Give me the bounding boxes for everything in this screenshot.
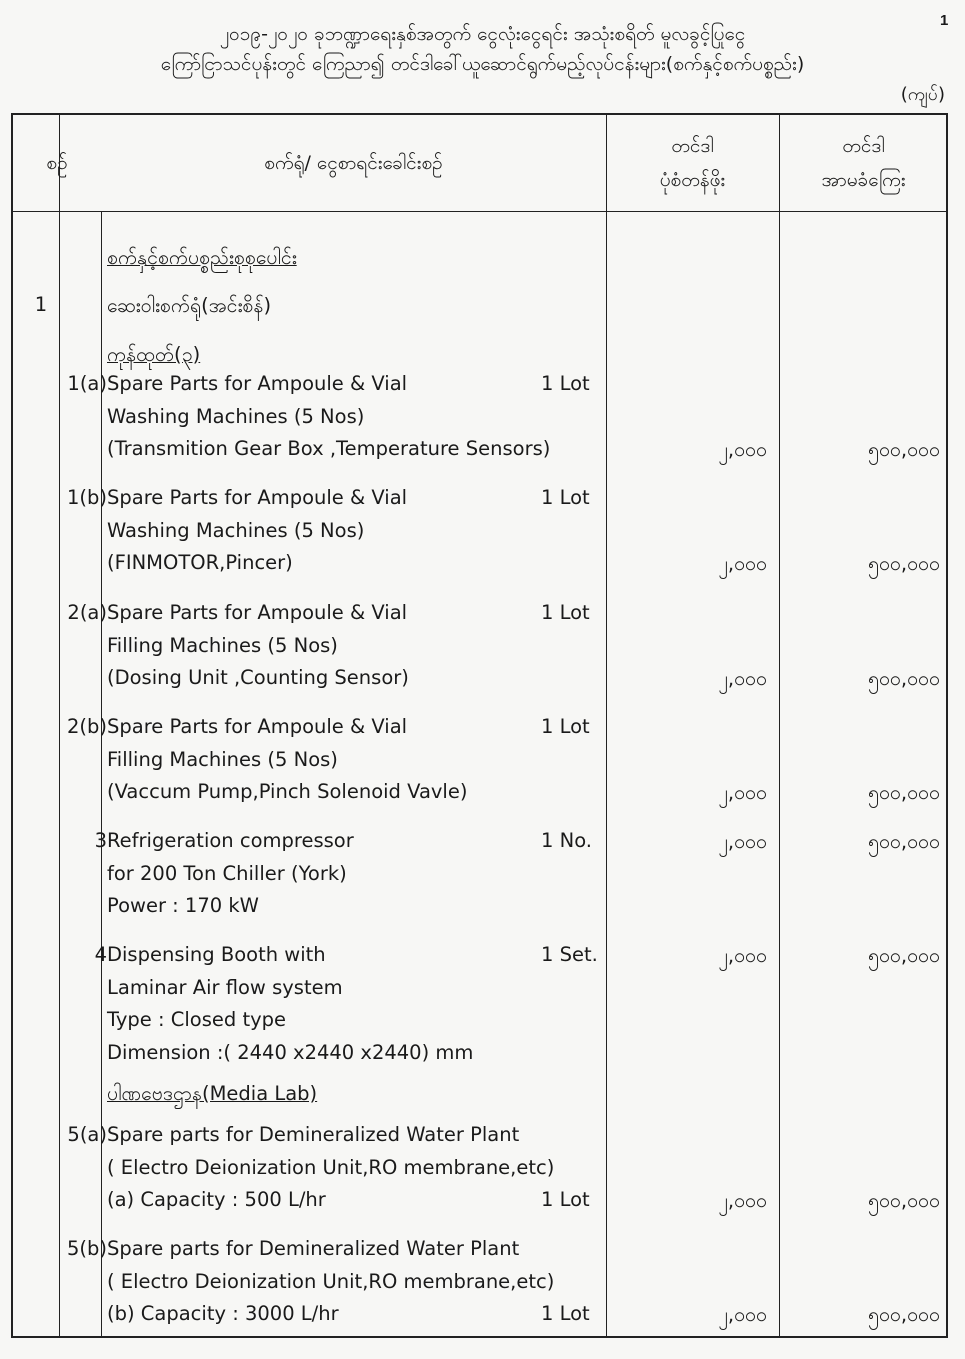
item-description-line: Spare parts for Demineralized Water Plant (107, 1237, 520, 1260)
item-tender-cost: ၂,၀၀၀ (718, 438, 767, 462)
item-description-line: Dimension :( 2440 x2440 x2440) mm (107, 1040, 474, 1064)
item-tender-cost: ၂,၀၀၀ (718, 1189, 767, 1213)
header-description: စက်ရုံ/ ငွေစာရင်းခေါင်းစဉ် (264, 152, 443, 174)
item-description-line: Power : 170 kW (107, 894, 259, 918)
item-description-line: Spare parts for Demineralized Water Plant (107, 1123, 520, 1146)
item-guarantee-amount: ၅၀၀,၀၀၀ (867, 1303, 940, 1327)
item-number: 1(b) (67, 486, 107, 509)
item-description-line: Spare Parts for Ampoule & Vial (107, 601, 408, 624)
item-description-line: Filling Machines (5 Nos) (107, 633, 338, 657)
title-line-1: ၂၀၁၉-၂၀၂၀ ခုဘဏ္ဍာရေးနှစ်အတွက် ငွေလုံးငွေရင်း အသုံးစရိတ် မူလခွင့်ပြုငွေ (219, 23, 746, 45)
item-number: 2(a) (67, 601, 107, 624)
item-description-line: Washing Machines (5 Nos) (107, 518, 365, 542)
item-description-line: for 200 Ton Chiller (York) (107, 861, 347, 885)
tender-table (11, 113, 948, 1338)
item-description-line: Refrigeration compressor (107, 829, 354, 852)
item-quantity: 1 Set. (541, 943, 598, 966)
group-heading: ပါဏဗေဒဌာန(Media Lab) (107, 1082, 318, 1105)
item-number: 2(b) (67, 715, 107, 738)
item-guarantee-amount: ၅၀၀,၀၀၀ (867, 830, 940, 853)
item-guarantee-amount: ၅၀၀,၀၀၀ (867, 781, 940, 805)
item-quantity: 1 Lot (541, 372, 590, 395)
currency-unit: (ကျပ်) (900, 84, 945, 105)
item-description-line: Spare Parts for Ampoule & Vial (107, 486, 408, 509)
item-number: 5(b) (67, 1237, 107, 1260)
item-quantity: 1 Lot (541, 601, 590, 624)
item-description-line: (a) Capacity : 500 L/hr (107, 1188, 326, 1212)
item-description-line: Dispensing Booth with (107, 943, 326, 966)
item-tender-cost: ၂,၀၀၀ (718, 667, 767, 691)
item-description-line: Filling Machines (5 Nos) (107, 747, 338, 771)
item-quantity: 1 Lot (541, 486, 590, 509)
item-description-line: ( Electro Deionization Unit,RO membrane,etc) (107, 1155, 555, 1179)
item-quantity: 1 Lot (541, 1302, 590, 1326)
header-guarantee: တင်ဒါ အာမခံကြေး (821, 135, 906, 191)
section-number: 1 (34, 293, 48, 316)
item-quantity: 1 Lot (541, 1188, 590, 1212)
header-tender-cost: တင်ဒါ ပုံစံတန်ဖိုး (659, 135, 726, 191)
item-description-line: Type : Closed type (107, 1008, 287, 1032)
item-guarantee-amount: ၅၀၀,၀၀၀ (867, 944, 940, 967)
item-description-line: Spare Parts for Ampoule & Vial (107, 715, 408, 738)
item-number: 1(a) (67, 372, 107, 395)
item-tender-cost: ၂,၀၀၀ (718, 552, 767, 576)
factory-name: ဆေးဝါးစက်ရုံ(အင်းစိန်) (107, 294, 272, 317)
col-divider (606, 115, 607, 1336)
group-heading: ကုန်ထုတ်(၃) (107, 343, 201, 366)
item-description-line: Spare Parts for Ampoule & Vial (107, 372, 408, 395)
item-guarantee-amount: ၅၀၀,၀၀၀ (867, 438, 940, 462)
item-number: 5(a) (67, 1123, 107, 1146)
item-tender-cost: ၂,၀၀၀ (718, 944, 767, 967)
item-guarantee-amount: ၅၀၀,၀၀၀ (867, 667, 940, 691)
item-description-line: Laminar Air flow system (107, 975, 343, 999)
item-guarantee-amount: ၅၀၀,၀၀၀ (867, 552, 940, 576)
page-number: 1 (940, 12, 949, 29)
item-description-line: Washing Machines (5 Nos) (107, 404, 365, 428)
item-quantity: 1 No. (541, 829, 592, 852)
item-description-line: (Vaccum Pump,Pinch Solenoid Vavle) (107, 780, 468, 804)
item-tender-cost: ၂,၀၀၀ (718, 781, 767, 805)
item-number: 3 (94, 829, 107, 852)
col-divider (779, 115, 780, 1336)
section-title: စက်နှင့်စက်ပစ္စည်းစုစုပေါင်း (107, 246, 297, 269)
item-description-line: ( Electro Deionization Unit,RO membrane,etc) (107, 1269, 555, 1293)
item-description-line: (Dosing Unit ,Counting Sensor) (107, 666, 409, 690)
item-description-line: (FINMOTOR,Pincer) (107, 551, 293, 575)
item-description-line: (b) Capacity : 3000 L/hr (107, 1302, 339, 1326)
item-description-line: (Transmition Gear Box ,Temperature Sensors) (107, 437, 551, 461)
item-guarantee-amount: ၅၀၀,၀၀၀ (867, 1189, 940, 1213)
title-line-2: ကြော်ငြာသင်ပုန်းတွင် ကြေညာ၍ တင်ဒါခေါ်ယူဆောင်ရွက်မည့်လုပ်ငန်းများ(စက်နှင့်စက်ပစ္စည်း) (160, 53, 805, 75)
item-tender-cost: ၂,၀၀၀ (718, 830, 767, 853)
item-quantity: 1 Lot (541, 715, 590, 738)
header-divider (13, 211, 946, 212)
header-sr: စဉ် (46, 152, 68, 174)
item-number: 4 (94, 943, 107, 966)
item-tender-cost: ၂,၀၀၀ (718, 1303, 767, 1327)
